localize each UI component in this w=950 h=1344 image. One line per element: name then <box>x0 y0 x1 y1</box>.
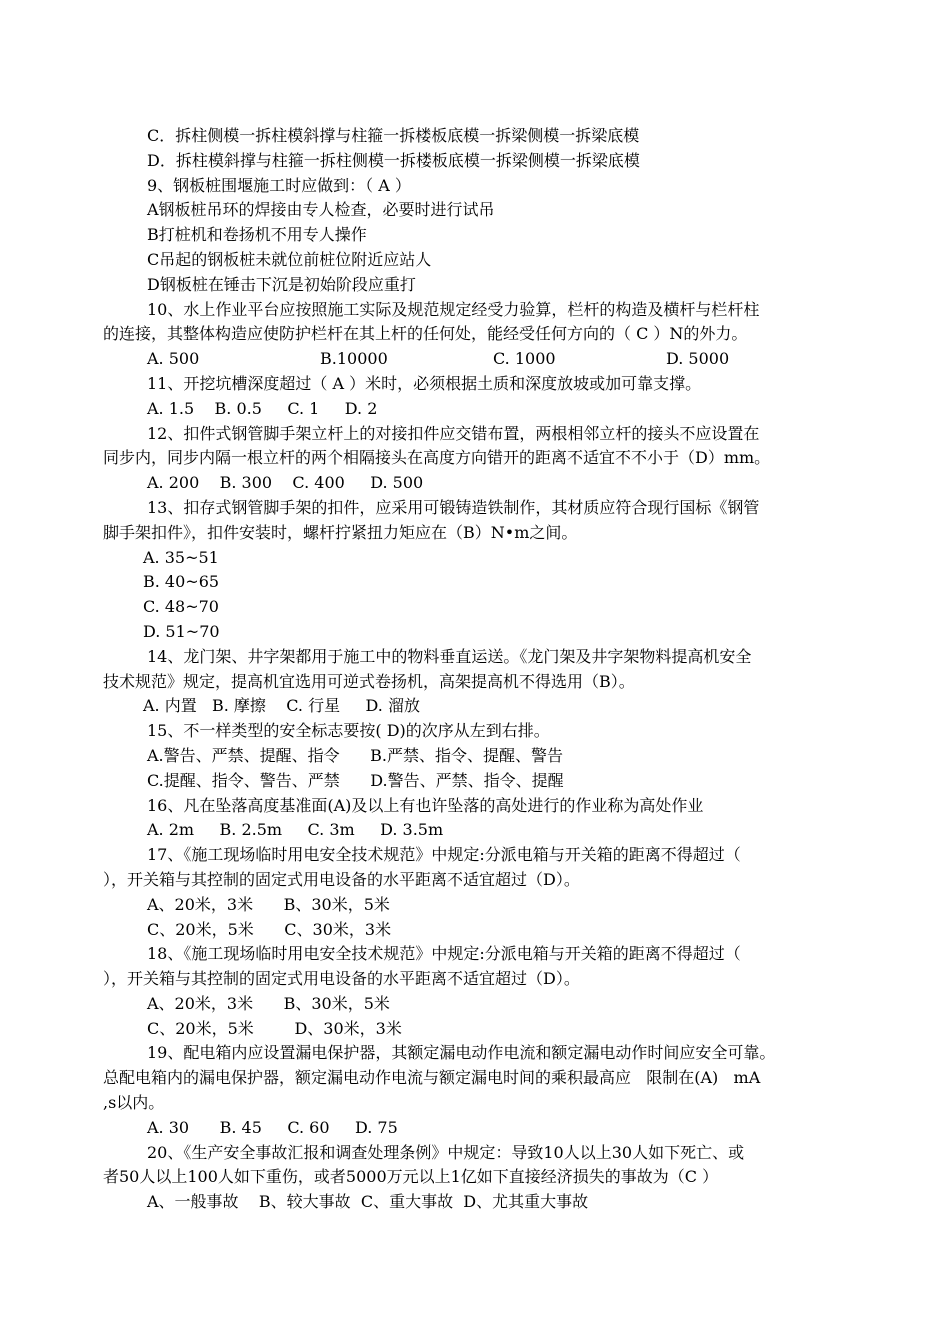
option-a: A. 500 <box>147 349 200 369</box>
option-line: C．拆柱侧模一拆柱模斜撑与柱箍一拆楼板底模一拆梁侧模一拆梁底模 <box>147 126 640 145</box>
option-b: B.10000 <box>320 349 388 369</box>
options-18-ab: A、20米，3米 B、30米，5米 <box>147 993 390 1013</box>
options-12: A. 200 B. 300 C. 400 D. 500 <box>147 473 424 493</box>
question-13-line-2: 脚手架扣件》，扣件安装时，螺杆拧紧扭力矩应在（B）N•m之间。 <box>103 522 578 542</box>
options-16: A. 2m B. 2.5m C. 3m D. 3.5m <box>147 820 444 840</box>
option-line: A钢板桩吊环的焊接由专人检查，必要时进行试吊 <box>147 200 495 220</box>
option-line: B. 40~65 <box>143 572 220 592</box>
question-11: 11、开挖坑槽深度超过（ A ）米时，必须根据土质和深度放坡或加可靠支撑。 <box>147 373 702 393</box>
question-19-line-3: ,s以内。 <box>103 1093 165 1113</box>
options-10 <box>103 347 878 372</box>
question-14-line-2: 技术规范》规定，提高机宜选用可逆式卷扬机，高架提高机不得选用（B）。 <box>103 671 635 691</box>
question-20-line-1: 20、《生产安全事故汇报和调查处理条例》中规定：导致10人以上30人如下死亡、或 <box>147 1142 745 1162</box>
option-line: D. 51~70 <box>143 621 220 641</box>
option-d: D. 5000 <box>666 349 730 369</box>
options-11: A. 1.5 B. 0.5 C. 1 D. 2 <box>147 398 378 418</box>
question-17-line-2: ），开关箱与其控制的固定式用电设备的水平距离不适宜超过（D）。 <box>103 869 580 889</box>
option-line: D．拆柱模斜撑与柱箍一拆柱侧模一拆楼板底模一拆梁侧模一拆梁底模 <box>147 150 640 170</box>
question-15: 15、不一样类型的安全标志要按( D)的次序从左到右排。 <box>147 721 550 741</box>
option-line: C. 48~70 <box>143 597 219 617</box>
question-19-line-1: 19、配电箱内应设置漏电保护器，其额定漏电动作电流和额定漏电动作时间应安全可靠。 <box>147 1043 776 1063</box>
question-16: 16、凡在坠落高度基准面(A)及以上有也许坠落的高处进行的作业称为高处作业 <box>147 795 704 815</box>
option-line: A. 35~51 <box>143 547 219 567</box>
document-body <box>103 124 878 1215</box>
options-14: A. 内置 B. 摩擦 C. 行星 D. 溜放 <box>143 696 420 716</box>
question-14-line-1: 14、龙门架、井字架都用于施工中的物料垂直运送。《龙门架及井字架物料提高机安全 <box>147 646 752 666</box>
option-line: B打桩机和卷扬机不用专人操作 <box>147 225 367 245</box>
question-18-line-1: 18、《施工现场临时用电安全技术规范》中规定:分派电箱与开关箱的距离不得超过（ <box>147 944 741 964</box>
options-19: A. 30 B. 45 C. 60 D. 75 <box>147 1117 398 1137</box>
question-13-line-1: 13、扣存式钢管脚手架的扣件，应采用可锻铸造铁制作，其材质应符合现行国标《钢管 <box>147 497 760 517</box>
options-17-cd: C、20米，5米 C、30米，3米 <box>147 919 392 939</box>
options-18-cd: C、20米，5米 D、30米，3米 <box>147 1018 402 1038</box>
question-9: 9、钢板桩围堰施工时应做到：（ A ） <box>147 175 411 195</box>
question-10-line-1: 10、水上作业平台应按照施工实际及规范规定经受力验算，栏杆的构造及横杆与栏杆柱 <box>147 299 760 319</box>
question-19-line-2: 总配电箱内的漏电保护器，额定漏电动作电流与额定漏电时间的乘积最高应 限制在(A) mA <box>103 1068 761 1088</box>
option-line: C吊起的钢板桩未就位前桩位附近应站人 <box>147 249 432 269</box>
options-20: A、一般事故 B、较大事故 C、重大事故 D、尤其重大事故 <box>147 1192 589 1212</box>
options-15-ab: A.警告、严禁、提醒、指令 B.严禁、指令、提醒、警告 <box>147 745 564 765</box>
option-line: D钢板桩在锤击下沉是初始阶段应重打 <box>147 274 416 294</box>
question-18-line-2: ），开关箱与其控制的固定式用电设备的水平距离不适宜超过（D）。 <box>103 969 580 989</box>
question-17-line-1: 17、《施工现场临时用电安全技术规范》中规定:分派电箱与开关箱的距离不得超过（ <box>147 845 741 865</box>
question-12-line-1: 12、扣件式钢管脚手架立杆上的对接扣件应交错布置，两根相邻立杆的接头不应设置在 <box>147 423 760 443</box>
question-20-line-2: 者50人以上100人如下重伤，或者5000万元以上1亿如下直接经济损失的事故为（C ） <box>103 1167 719 1187</box>
options-15-cd: C.提醒、指令、警告、严禁 D.警告、严禁、指令、提醒 <box>147 770 564 790</box>
question-12-line-2: 同步内，同步内隔一根立杆的两个相隔接头在高度方向错开的距离不适宜不不小于（D）mm。 <box>103 448 771 468</box>
options-17-ab: A、20米，3米 B、30米，5米 <box>147 894 390 914</box>
question-10-line-2: 的连接，其整体构造应使防护栏杆在其上杆的任何处，能经受任何方向的（ C ）N的外力。 <box>103 324 748 344</box>
option-c: C. 1000 <box>493 349 556 369</box>
